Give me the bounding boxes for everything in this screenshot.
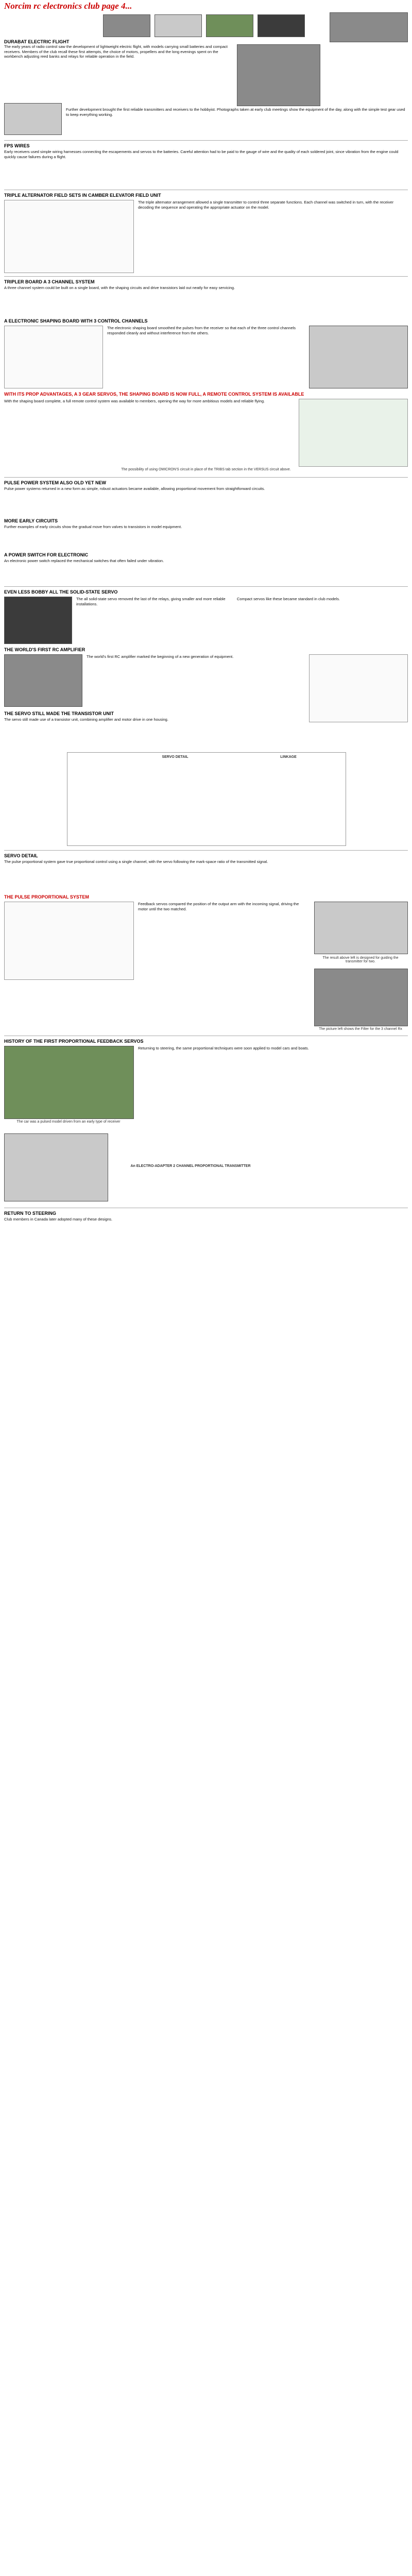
section-12 (4, 853, 408, 858)
section-14 (4, 1039, 408, 1044)
scope-caption: The possibility of using OMICRON'S circuit in place of the TRIBS tab section in the VERSUS circuit above. (121, 468, 291, 471)
amp-text: The world's first RC amplifier marked the beginning of a new generation of equipment. (87, 654, 234, 659)
photo-servo-1 (4, 597, 72, 644)
section-15 (4, 1211, 408, 1216)
servo-text: The all solid-state servo removed the last of the relays, giving smaller and more reliable installations. (76, 597, 226, 606)
section-6 (4, 480, 408, 485)
shaping-text: The electronic shaping board smoothed the pulses from the receiver so that each of the three control channels responded cleanly and without interference from the others. (107, 326, 296, 335)
photo-field (206, 14, 253, 37)
section-heading: EVEN LESS BOBBY ALL THE SOLID-STATE SERVO (4, 589, 118, 595)
photo-right (330, 12, 408, 42)
rudder-caption: The picture left shows the Filter for the 3 channel Rx (319, 1027, 402, 1031)
section-heading: SERVO DETAIL (4, 853, 38, 858)
section-8 (4, 552, 408, 557)
tripler-text: A three channel system could be built on a single board, with the shaping circuits and drive transistors laid out neatly for easy servicing. (4, 285, 235, 290)
section-0 (4, 39, 408, 44)
section-heading: TRIPLER BOARD A 3 CHANNEL SYSTEM (4, 279, 95, 284)
canada-text: Club members in Canada later adopted many of these designs. (4, 1217, 113, 1222)
section-heading: MORE EARLY CIRCUITS (4, 518, 58, 523)
fps-text: Early receivers used simple wiring harnesses connecting the escapements and servos to the batteries. Careful attention had to be paid to the gauge of wire and the quality of each soldered joint, since vibration from the engine could quickly cause failures during a flight. (4, 149, 399, 159)
transistor-text: The servo still made use of a transistor unit, combining amplifier and motor drive in one housing. (4, 717, 168, 722)
servo-detail-diagram (67, 752, 346, 846)
steering-text: Returning to steering, the same proportional techniques were soon applied to model cars and boats. (138, 1046, 309, 1050)
section-heading: RETURN TO STEERING (4, 1211, 56, 1216)
feedback-text: Feedback servos compared the position of the output arm with the incoming signal, driving the motor until the two matched. (138, 902, 299, 911)
linkage-caption: LINKAGE (280, 755, 297, 759)
section-heading: A POWER SWITCH FOR ELECTRONIC (4, 552, 89, 557)
circuit-diagram-4 (4, 902, 134, 980)
section-heading: A ELECTRONIC SHAPING BOARD WITH 3 CONTROL CHANNELS (4, 318, 148, 324)
section-heading: TRIPLE ALTERNATOR FIELD SETS IN CAMBER ELEVATOR FIELD UNIT (4, 193, 161, 198)
pulse-text: Pulse power systems returned in a new form as simple, robust actuators became available, allowing proportional movement from straightforward circuits. (4, 486, 265, 491)
section-heading: THE WORLD'S FIRST RC AMPLIFIER (4, 647, 85, 652)
intro-text-2: Further development brought the first reliable transmitters and receivers to the hobbyist. Photographs taken at early club meetings show the equipment of the day, along with the simple test gear used to keep everything working. (66, 107, 405, 117)
divider (4, 477, 408, 478)
servo-detail-caption: SERVO DETAIL (162, 755, 188, 759)
section-9 (4, 589, 408, 595)
circuit-diagram-1 (4, 200, 134, 273)
section-heading: THE PULSE PROPORTIONAL SYSTEM (4, 894, 89, 900)
photo-plane-2 (154, 14, 202, 37)
divider (4, 276, 408, 277)
section-heading: DURABAT ELECTRIC FLIGHT (4, 39, 70, 44)
photo-rudder (314, 969, 408, 1026)
photo-intro-1 (4, 103, 62, 135)
section-heading: WITH ITS PROP ADVANTAGES, A 3 GEAR SERVOS, THE SHAPING BOARD IS NOW FULL, A REMOTE CONTROL SYSTEM IS AVAILABLE (4, 392, 304, 397)
intro-text: The early years of radio control saw the development of lightweight electric flight, with models carrying small batteries and compact receivers. Members of the club recall these first attempts, the choice of motors, propellers and the long evenings spent on the workbench adjusting reed banks and relays for reliable operation in the field. (4, 44, 228, 59)
section-1 (4, 143, 408, 148)
section-heading: FPS WIRES (4, 143, 30, 148)
photo-model (258, 14, 305, 37)
section-4 (4, 318, 408, 324)
photo-intro-2 (237, 44, 320, 106)
section-2 (4, 193, 408, 198)
page-title: Norcim rc electronics club page 4... (4, 1, 132, 11)
section-3 (4, 279, 408, 284)
section-heading: HISTORY OF THE FIRST PROPORTIONAL FEEDBACK SERVOS (4, 1039, 144, 1044)
photo-plane-1 (103, 14, 150, 37)
photo-board (309, 326, 408, 388)
transmitter-caption: An ELECTRO-ADAPTER 2 CHANNEL PROPORTIONAL TRANSMITTER (130, 1164, 251, 1168)
switch-text: An electronic power switch replaced the mechanical switches that often failed under vibration. (4, 558, 164, 563)
photo-amplifier (4, 654, 82, 707)
divider (4, 850, 408, 851)
early-text: Further examples of early circuits show the gradual move from valves to transistors in model equipment. (4, 524, 182, 529)
car-caption: The car was a pulsed model driven from an early type of receiver (16, 1120, 121, 1124)
divider (4, 140, 408, 141)
servo-text-2: Compact servos like these became standard in club models. (237, 597, 340, 601)
prop-text: With the shaping board complete, a full remote control system was available to members, opening the way for more ambitious models and reliable flying. (4, 399, 265, 403)
photo-car (4, 1046, 134, 1119)
section-7 (4, 518, 408, 523)
section-heading: PULSE POWER SYSTEM ALSO OLD YET NEW (4, 480, 107, 485)
pulse-prop-text: The pulse proportional system gave true proportional control using a single channel, with the servo following the mark-space ratio of the transmitted signal. (4, 859, 268, 864)
circuit-diagram-2 (4, 326, 103, 388)
photo-transmitter (4, 1133, 108, 1201)
header-banner (0, 0, 412, 10)
amplifier-caption: The result above left is designed for guiding the transmitter for two. (322, 956, 399, 963)
section-13 (4, 894, 408, 900)
triple-text: The triple alternator arrangement allowed a single transmitter to control three separate functions. Each channel was switched in turn, with the receiver decoding the sequence and operating the appropriate actuator on the model. (138, 200, 394, 210)
photo-feedback (314, 902, 408, 954)
scope-trace (299, 399, 408, 467)
section-5 (4, 392, 408, 397)
section-10 (4, 647, 408, 652)
divider (4, 586, 408, 587)
section-heading: THE SERVO STILL MADE THE TRANSISTOR UNIT (4, 711, 114, 716)
section-11 (4, 711, 408, 716)
